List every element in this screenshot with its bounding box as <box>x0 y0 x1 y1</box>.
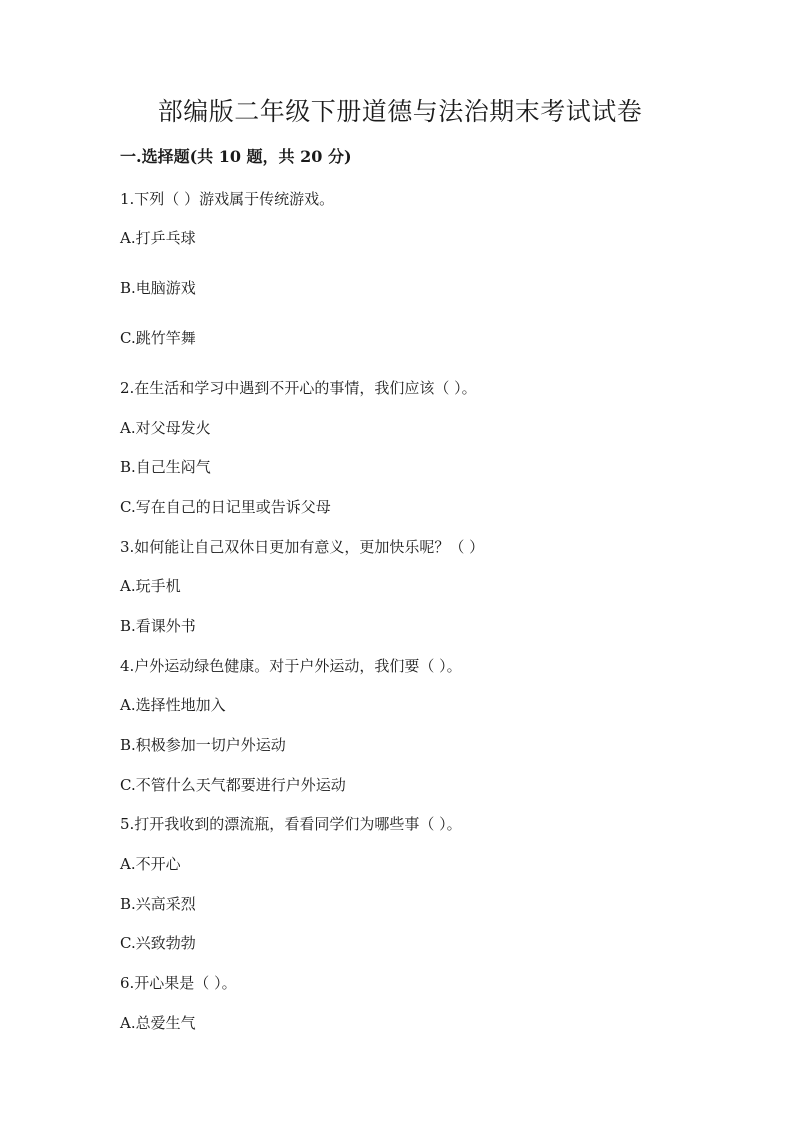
question-2-option-c: C.写在自己的日记里或告诉父母 <box>120 498 331 516</box>
question-6-stem: 6.开心果是（ ）。 <box>120 974 237 992</box>
exam-title: 部编版二年级下册道德与法治期末考试试卷 <box>157 97 643 126</box>
question-2-stem: 2.在生活和学习中遇到不开心的事情，我们应该（ ）。 <box>120 379 477 397</box>
question-4-stem: 4.户外运动绿色健康。对于户外运动，我们要（ ）。 <box>120 657 462 675</box>
question-2-option-b: B.自己生闷气 <box>120 458 211 476</box>
question-1-option-b: B.电脑游戏 <box>120 279 196 297</box>
section-heading: 一.选择题(共 10 题，共 20 分) <box>120 147 352 166</box>
question-2-option-a: A.对父母发火 <box>120 419 211 437</box>
question-4-option-b: B.积极参加一切户外运动 <box>120 736 286 754</box>
question-3-stem: 3.如何能让自己双休日更加有意义，更加快乐呢？（ ） <box>120 538 485 556</box>
question-5-option-c: C.兴致勃勃 <box>120 934 196 952</box>
question-1-option-a: A.打乒乓球 <box>120 229 196 247</box>
question-1-stem: 1.下列（ ）游戏属于传统游戏。 <box>120 190 335 208</box>
question-4-option-c: C.不管什么天气都要进行户外运动 <box>120 776 346 794</box>
question-1-option-c: C.跳竹竿舞 <box>120 329 196 347</box>
question-4-option-a: A.选择性地加入 <box>120 696 226 714</box>
question-6-option-a: A.总爱生气 <box>120 1014 196 1032</box>
question-3-option-b: B.看课外书 <box>120 617 196 635</box>
question-5-option-a: A.不开心 <box>120 855 181 873</box>
question-3-option-a: A.玩手机 <box>120 577 181 595</box>
question-5-option-b: B.兴高采烈 <box>120 895 196 913</box>
question-5-stem: 5.打开我收到的漂流瓶，看看同学们为哪些事（ ）。 <box>120 815 462 833</box>
